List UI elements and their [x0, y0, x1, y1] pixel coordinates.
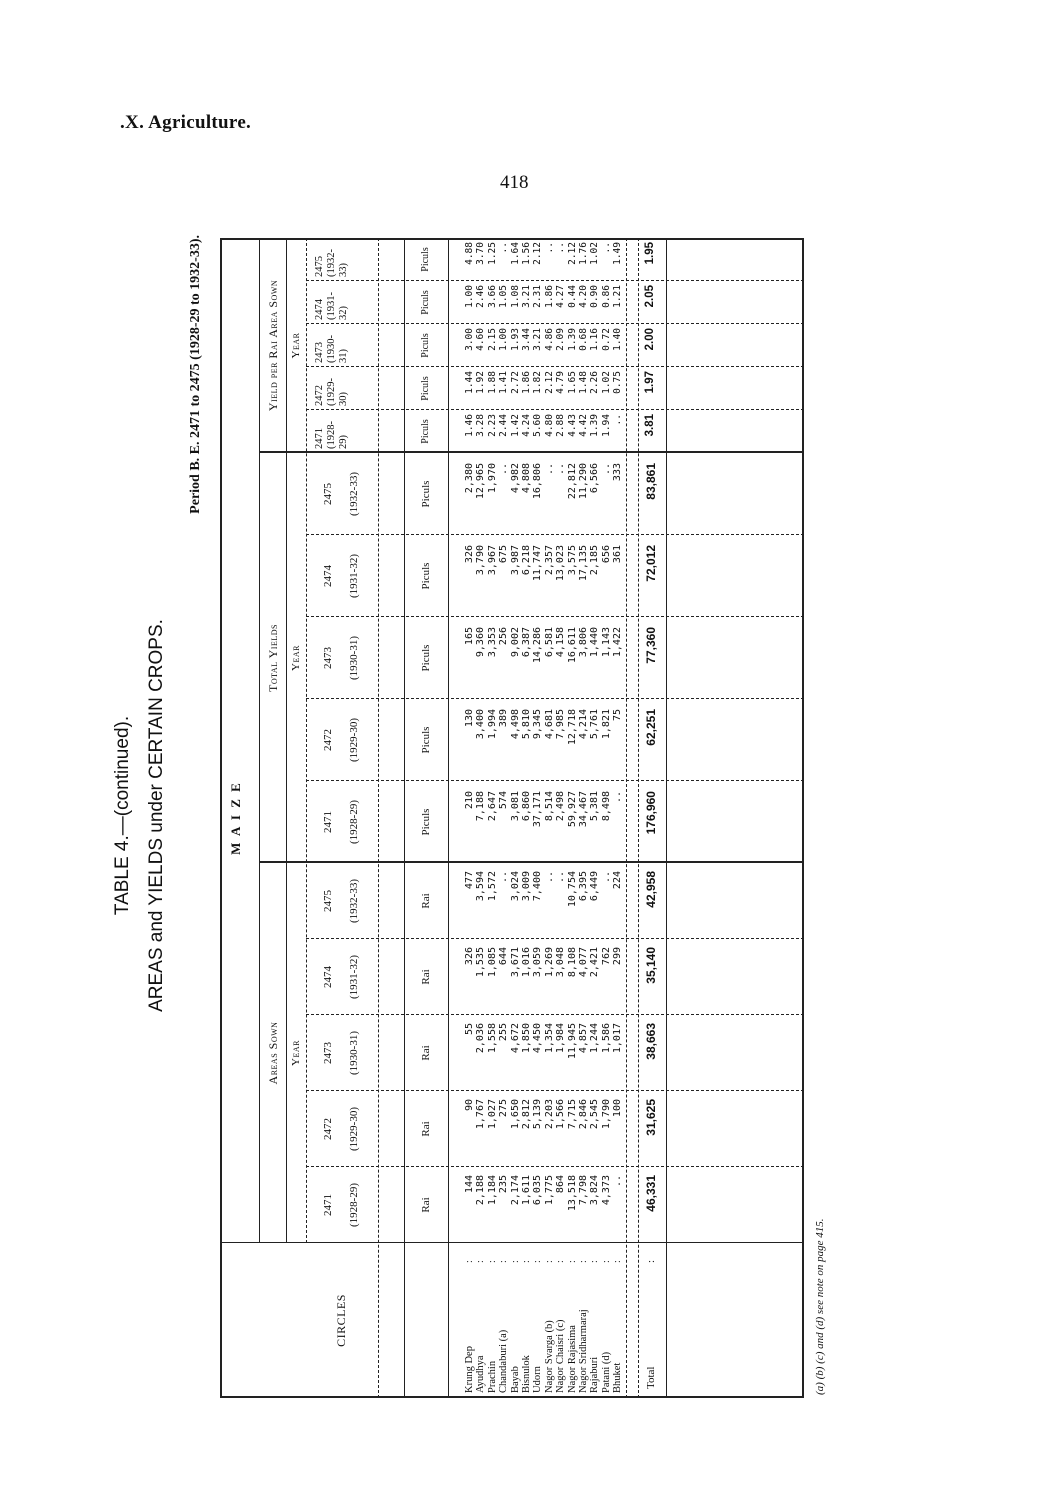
unit-piculs-2: Piculs [420, 726, 432, 754]
rotated-table-sheet [108, 228, 888, 1403]
area-year-ce-4: (1931-32) [348, 955, 360, 999]
yield-year-1: 2471 [322, 811, 334, 833]
footnote: (a) (b) (c) and (d) see note on page 415. [814, 1218, 826, 1395]
unit-piculs-rai-3: Piculs [420, 333, 431, 358]
yield-year-3: 2473 [322, 647, 334, 669]
areas-sown-2471: 144 2,188 1,184 235 2,174 1,611 6,035 1,775 864 13,518 7,798 3,824 4,373 .. [464, 1175, 624, 1212]
yield-year-5: 2475 [322, 483, 334, 505]
total-areas-2472: 31,625 [644, 1099, 658, 1136]
circles-header: CIRCLES [334, 1294, 348, 1347]
area-year-ce-3: (1930-31) [348, 1031, 360, 1075]
crop-title: M A I Z E [228, 781, 243, 855]
yields-year-header: Year [290, 645, 302, 671]
rai-year-2: 2472 (1929- 30) [314, 378, 349, 406]
total-rai-2474: 2.05 [644, 285, 656, 308]
yield-year-ce-5: (1932-33) [348, 472, 360, 516]
total-rai-2475: 1.95 [644, 242, 656, 265]
area-year-2: 2472 [322, 1118, 334, 1140]
unit-rai-2: Rai [420, 1121, 432, 1137]
yield-year-ce-1: (1928-29) [348, 800, 360, 844]
total-rai-2473: 2.00 [644, 328, 656, 351]
unit-piculs-rai-4: Piculs [420, 290, 431, 315]
section-heading: .X. Agriculture. [120, 112, 252, 133]
total-yields-2471: 210 7,188 2,647 574 3,081 6,860 37,171 8,514 2,498 59,927 34,467 5,381 8,498 .. [464, 791, 624, 828]
total-rai-2471: 3.81 [644, 414, 656, 437]
yield-per-rai-2472: 1.44 1.92 1.88 1.41 2.72 1.86 1.82 2.12 4.79 1.65 1.48 2.26 1.02 0.75 [464, 371, 624, 394]
total-yields-sum-2472: 62,251 [644, 709, 658, 746]
table-title: AREAS and YIELDS under CERTAIN CROPS. [146, 619, 167, 1012]
areas-year-header: Year [290, 1040, 302, 1066]
yield-year-ce-2: (1929-30) [348, 718, 360, 762]
yield-per-rai-2473: 3.00 4.60 2.15 1.00 1.93 3.44 3.21 4.86 2.09 1.39 0.68 1.16 0.72 1.40 [464, 328, 624, 351]
rai-year-3: 2473 (1930- 31) [314, 335, 349, 363]
unit-piculs-3: Piculs [420, 644, 432, 672]
total-yields-2475: 2,380 12,965 1,970 .. 4,982 4,808 16,806 .. .. 22,812 11,290 6,566 .. 333 [464, 463, 624, 500]
rai-year-5: 2475 (1932- 33) [314, 249, 349, 277]
total-yields-header: Total Yields [266, 624, 280, 692]
area-year-ce-2: (1929-30) [348, 1107, 360, 1151]
areas-sown-2473: 55 2,036 1,558 255 4,672 1,850 4,450 1,354 1,984 11,945 4,857 1,244 1,586 1,017 [464, 1023, 624, 1060]
circle-leaders: : : : : : : : : : : : : : : [464, 1259, 624, 1263]
unit-piculs-5: Piculs [420, 480, 432, 508]
total-label: Total [645, 1366, 657, 1389]
yield-per-rai-2474: 1.00 2.46 3.66 1.05 1.08 3.21 2.31 1.86 4.27 0.44 4.20 0.90 0.86 1.21 [464, 285, 624, 308]
circle-list: Krung Dep Ayudhya Prachin Chandaburi (a) Bayab Bisnulok Udorn Nagor Svarga (b) Nagor Chaisri (c) Nagor Rajasima Nagor Sridharmaraj Rajaburi Patani (d) Bhuket [464, 1309, 624, 1393]
rai-year-1: 2471 (1928- 29) [314, 421, 349, 449]
total-leader: : [645, 1259, 657, 1263]
total-areas-2475: 42,958 [644, 871, 658, 908]
yield-per-rai-2471: 1.46 3.28 2.23 2.44 1.42 4.24 5.60 4.80 2.88 4.43 4.42 1.39 1.94 .. [464, 414, 624, 437]
areas-sown-header: Areas Sown [266, 1021, 280, 1085]
area-year-4: 2474 [322, 966, 334, 988]
total-yields-sum-2475: 83,861 [644, 463, 658, 500]
area-year-1: 2471 [322, 1194, 334, 1216]
yield-year-ce-4: (1931-32) [348, 554, 360, 598]
rai-year-header: Year [290, 332, 302, 359]
area-year-5: 2475 [322, 890, 334, 912]
unit-piculs-4: Piculs [420, 562, 432, 590]
yield-year-2: 2472 [322, 729, 334, 751]
unit-rai-3: Rai [420, 1045, 432, 1061]
total-rai-2472: 1.97 [644, 371, 656, 394]
area-year-ce-5: (1932-33) [348, 879, 360, 923]
period-caption: Period B. E. 2471 to 2475 (1928-29 to 1932-33). [188, 235, 203, 514]
unit-piculs-rai-1: Piculs [420, 419, 431, 444]
total-yields-2474: 326 3,790 3,967 675 3,987 6,218 11,747 2,357 13,023 3,575 17,135 2,185 656 361 [464, 545, 624, 582]
unit-piculs-rai-5: Piculs [420, 247, 431, 272]
unit-rai-4: Rai [420, 969, 432, 985]
total-yields-2473: 165 9,360 3,353 256 9,002 6,387 14,286 6,581 4,158 16,611 3,806 1,440 1,143 1,422 [464, 627, 624, 664]
unit-piculs-rai-2: Piculs [420, 376, 431, 401]
page-number: 418 [500, 172, 529, 193]
area-year-ce-1: (1928-29) [348, 1183, 360, 1227]
unit-rai-5: Rai [420, 893, 432, 909]
rai-year-4: 2474 (1931- 32) [314, 292, 349, 320]
yield-per-rai-2475: 4.88 3.70 1.25 .. 1.64 1.56 2.12 .. .. 2.12 1.76 1.02 .. 1.49 [464, 242, 624, 265]
total-areas-2471: 46,331 [644, 1175, 658, 1212]
areas-sown-2474: 326 1,535 1,085 644 3,671 1,016 3,059 1,269 3,048 8,108 4,077 2,421 762 299 [464, 947, 624, 978]
unit-piculs-1: Piculs [420, 808, 432, 836]
total-areas-2474: 35,140 [644, 947, 658, 984]
total-yields-sum-2474: 72,012 [644, 545, 658, 582]
unit-rai-1: Rai [420, 1197, 432, 1213]
area-year-3: 2473 [322, 1042, 334, 1064]
areas-sown-2475: 477 3,594 1,572 .. 3,024 3,009 7,400 .. .. 10,754 6,395 6,449 .. 224 [464, 871, 624, 908]
total-yields-2472: 130 3,400 1,994 389 4,498 5,810 9,345 4,681 7,985 12,718 4,214 5,761 1,821 75 [464, 709, 624, 746]
yield-year-4: 2474 [322, 565, 334, 587]
total-areas-2473: 38,663 [644, 1023, 658, 1060]
yield-year-ce-3: (1930-31) [348, 636, 360, 680]
total-yields-sum-2471: 176,960 [644, 791, 658, 835]
yield-per-rai-header: Yield per Rai Area Sown [266, 279, 280, 412]
areas-sown-2472: 90 1,767 1,027 275 1,650 2,812 5,139 2,203 1,566 7,715 2,846 2,545 1,790 100 [464, 1099, 624, 1130]
table-label: TABLE 4.—(continued). [112, 715, 133, 916]
total-yields-sum-2473: 77,360 [644, 627, 658, 664]
